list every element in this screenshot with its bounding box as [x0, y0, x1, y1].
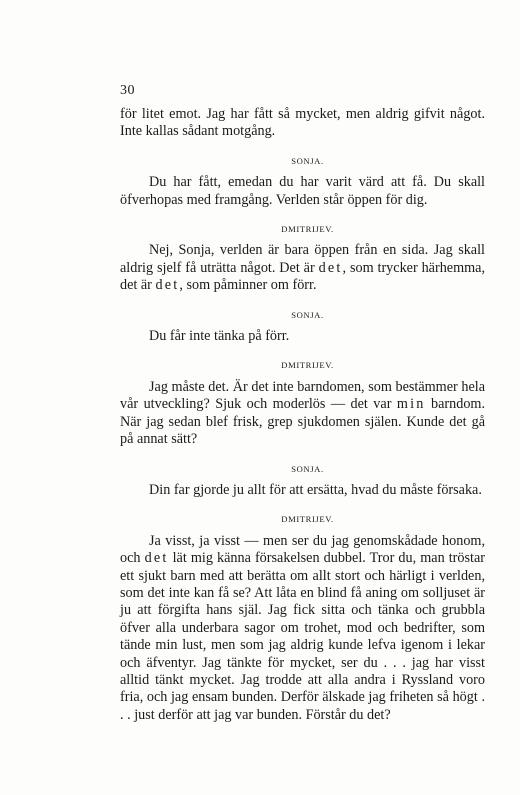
paragraph [120, 379, 485, 449]
paragraph [120, 482, 485, 499]
paragraph [120, 106, 485, 141]
emphasized-word: det [155, 277, 180, 294]
emphasized-word: det [144, 550, 169, 567]
text-run: Du får inte tänka på förr. [149, 328, 290, 345]
text-run: Ja visst, ja visst — men ser du jag genomskådade honom, och [120, 532, 485, 567]
text-body [120, 106, 485, 724]
paragraph [120, 328, 485, 345]
text-run: lät mig känna försakelsen dubbel. Tror du, man tröstar ett sjukt barn med att berätta om allt stort och härligt i verlden, som det inte kan få se? Att låta en blind få aning om solljuset är ju att förgifta hans själ. Jag fick sitta och tänka och grubbla öfver alla underbara sagor om trohet, mod och bedrifter, som tände min lust, men som jag aldrig kunde lefva igenom i lekar och äfventyr. Jag tänkte för mycket, ser du . . . jag har visst alltid tänkt mycket. Jag trodde att alla andra i Ryssland voro fria, och jag ensam bunden. Derför älskade jag friheten så högt . . . just derför att jag var bunden. Förstår du det? [120, 550, 485, 723]
text-run: Jag måste det. Är det inte barndomen, som bestämmer hela vår utveckling? Sjuk och moderlös — det var [120, 378, 485, 413]
speaker-name: SONJA. [291, 155, 324, 166]
speaker-name: DMITRIJEV. [281, 360, 334, 371]
speaker-name: DMITRIJEV. [281, 224, 334, 235]
speaker-name: SONJA. [291, 309, 324, 320]
text-run: barndom. När jag sedan blef frisk, grep sjukdomen själen. Kunde det gå på annat sätt? [120, 396, 485, 448]
text-run: för litet emot. Jag har fått så mycket, men aldrig gifvit något. Inte kallas sådant motgång. [120, 106, 485, 140]
emphasized-word: min [396, 396, 426, 413]
emphasized-word: det [318, 259, 343, 276]
paragraph [120, 242, 485, 294]
text-run: Din far gjorde ju allt för att ersätta, hvad du måste försaka. [149, 481, 482, 498]
speaker-name: DMITRIJEV. [281, 514, 334, 525]
paragraph [120, 533, 485, 724]
text-run: , som trycker härhemma, det är [120, 259, 485, 294]
page-number: 30 [120, 83, 135, 98]
paragraph [120, 174, 485, 209]
text-run: Nej, Sonja, verlden är bara öppen från en sida. Jag skall aldrig sjelf få uträtta något. Det är [120, 242, 485, 276]
speaker-name: SONJA. [291, 463, 324, 474]
text-run: Du har fått, emedan du har varit värd att få. Du skall öfverhopas med framgång. Verlden står öppen för dig. [120, 174, 485, 208]
text-run: , som påminner om förr. [179, 277, 317, 294]
